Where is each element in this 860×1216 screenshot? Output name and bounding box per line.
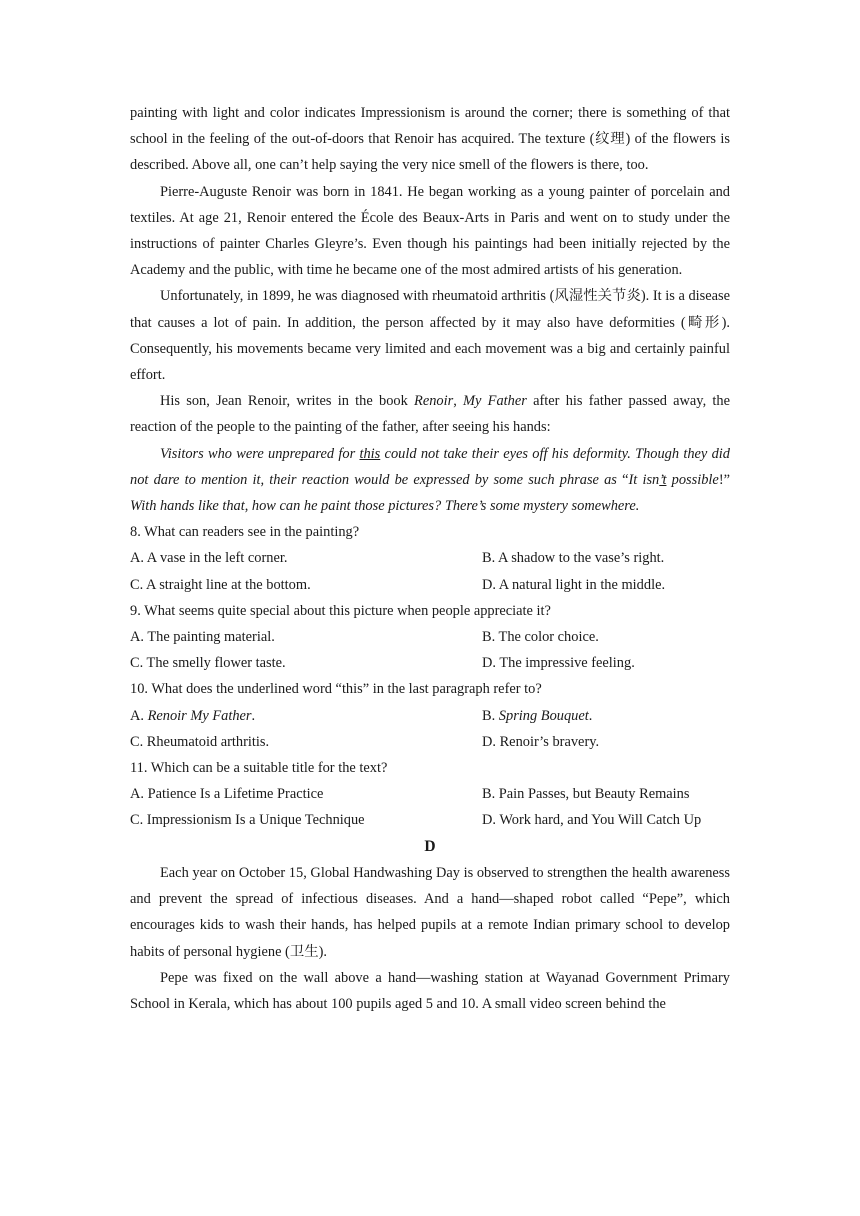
question-10-option-d[interactable]: D. Renoir’s bravery. <box>482 733 600 750</box>
question-8-stem: 8. What can readers see in the painting? <box>130 524 360 541</box>
book-title-renoir: Renoir <box>414 393 454 410</box>
question-11 <box>130 755 730 834</box>
passage-c-paragraph-2: Pierre-Auguste Renoir was born in 1841. He began working as a young painter of porcelain and textiles. At age 21, Renoir entered the École des Beaux-Arts in Paris and went on to study under the instructions of painter Charles Gleyre’s. Even though his paintings had been initially rejected by the Academy and the public, with time he became one of the most admired artists of his generation. <box>130 183 730 279</box>
passage-c-paragraph-1: painting with light and color indicates Impressionism is around the corner; there is something of that school in the feeling of the out-of-doors that Renoir has acquired. The texture (纹理) of the flowers is described. Above all, one can’t help saying the very nice smell of the flowers is there, too. <box>130 105 730 174</box>
underlined-word-this: this <box>359 445 381 462</box>
question-8-option-c[interactable]: C. A straight line at the bottom. <box>130 576 311 593</box>
option-b-prefix: B. <box>482 707 499 724</box>
quote-text-end: With hands like that, how can he paint those pictures? There’s some mystery somewhere. <box>130 498 640 515</box>
question-10-option-b[interactable] <box>482 703 730 729</box>
question-8 <box>130 519 730 598</box>
quote-open-mark: “ <box>622 471 629 488</box>
question-8-option-b[interactable]: B. A shadow to the vase’s right. <box>482 550 665 567</box>
question-11-option-a[interactable]: A. Patience Is a Lifetime Practice <box>130 786 324 803</box>
book-title-comma: , <box>453 393 464 410</box>
question-10 <box>130 676 730 755</box>
question-10-stem: 10. What does the underlined word “this” in the last paragraph refer to? <box>130 681 542 698</box>
quote-text-middle: could not take their eyes off his deformity. Though they did not dare to mention it, their reaction would be expressed by some such phrase as <box>130 445 730 488</box>
question-11-option-b[interactable]: B. Pain Passes, but Beauty Remains <box>482 786 690 803</box>
question-9-option-c[interactable]: C. The smelly flower taste. <box>130 655 286 672</box>
quote-text-start: Visitors who were unprepared for <box>160 445 360 462</box>
question-9-stem: 9. What seems quite special about this picture when people appreciate it? <box>130 602 551 619</box>
option-a-suffix: . <box>251 707 256 724</box>
paragraph-4-text-end: after his father passed away, the reaction of the people to the painting of the father, after seeing his hands: <box>130 393 730 436</box>
passage-c-paragraph-4 <box>130 388 730 440</box>
question-8-option-d[interactable]: D. A natural light in the middle. <box>482 576 666 593</box>
question-11-option-d[interactable]: D. Work hard, and You Will Catch Up <box>482 812 702 829</box>
passage-c-paragraph-3: Unfortunately, in 1899, he was diagnosed with rheumatoid arthritis (风湿性关节炎). It is a disease that causes a lot of pain. In addition, the person affected by it may also have deformities (畸形). Consequently, his movements became very limited and each movement was a big and certainly painful effort. <box>130 288 730 384</box>
document-content <box>130 100 730 1017</box>
question-9-option-d[interactable]: D. The impressive feeling. <box>482 655 635 672</box>
option-b-suffix: . <box>588 707 593 724</box>
quote-close-mark: !” <box>718 471 730 488</box>
question-10-option-c[interactable]: C. Rheumatoid arthritis. <box>130 733 270 750</box>
quote-phrase-b: ’t <box>659 471 667 488</box>
option-a-title: Renoir My Father <box>147 707 252 724</box>
question-10-option-a[interactable] <box>130 703 482 729</box>
option-b-title: Spring Bouquet <box>498 707 589 724</box>
question-9-option-a[interactable]: A. The painting material. <box>130 629 275 646</box>
section-d-paragraph-2: Pepe was fixed on the wall above a hand—washing station at Wayanad Government Primary School in Kerala, which has about 100 pupils aged 5 and 10. A small video screen behind the <box>130 969 730 1012</box>
paragraph-4-text: His son, Jean Renoir, writes in the book <box>160 393 415 410</box>
question-8-option-a[interactable]: A. A vase in the left corner. <box>130 550 288 567</box>
question-9-option-b[interactable]: B. The color choice. <box>482 629 599 646</box>
quote-phrase-a: It isn <box>628 471 660 488</box>
option-a-prefix: A. <box>130 707 148 724</box>
question-9 <box>130 598 730 677</box>
section-d-paragraph-1: Each year on October 15, Global Handwashing Day is observed to strengthen the health awareness and prevent the spread of infectious diseases. And a hand—shaped robot called “Pepe”, which encourages kids to wash their hands, has helped pupils at a remote Indian primary school to develop habits of personal hygiene (卫生). <box>130 864 730 960</box>
quote-phrase-c: possible <box>666 471 719 488</box>
question-11-option-c[interactable]: C. Impressionism Is a Unique Technique <box>130 812 365 829</box>
book-title-my-father: My Father <box>463 393 527 410</box>
question-11-stem: 11. Which can be a suitable title for the text? <box>130 760 388 777</box>
quoted-paragraph <box>130 441 730 520</box>
section-d-heading: D <box>424 837 436 855</box>
